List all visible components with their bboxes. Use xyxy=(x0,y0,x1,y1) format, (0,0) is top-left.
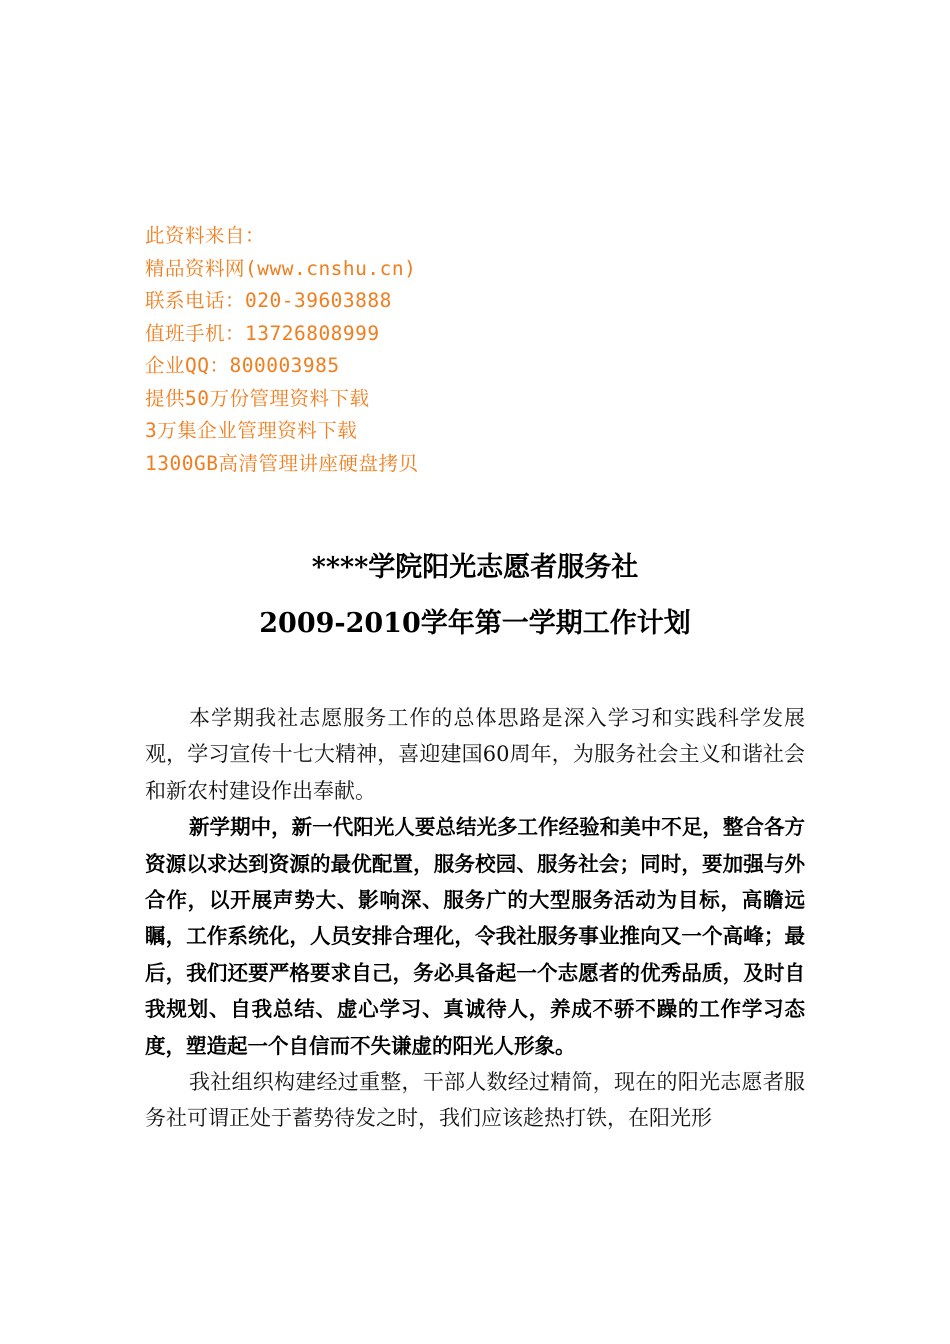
document-body xyxy=(145,700,805,1137)
title-plan: 2009-2010学年第一学期工作计划 xyxy=(259,608,691,639)
paragraph-organization: 我社组织构建经过重整，干部人数经过精简，现在的阳光志愿者服务社可谓正处于蓄势待发之时，我们应该趁热打铁，在阳光形 xyxy=(145,1070,805,1131)
source-mobile: 值班手机：13726808999 xyxy=(145,321,380,345)
paragraph-overview: 本学期我社志愿服务工作的总体思路是深入学习和实践科学发展观，学习宣传十七大精神，喜迎建国60周年，为服务社会主义和谐社会和新农村建设作出奉献。 xyxy=(145,706,805,803)
paragraph-goals: 新学期中，新一代阳光人要总结光多工作经验和美中不足，整合各方资源以求达到资源的最优配置，服务校园、服务社会；同时，要加强与外合作，以开展声势大、影响深、服务广的大型服务活动为目标，高瞻远瞩，工作系统化，人员安排合理化，令我社服务事业推向又一个高峰；最后，我们还要严格要求自己，务必具备起一个志愿者的优秀品质，及时自我规划、自我总结、虚心学习、真诚待人，养成不骄不躁的工作学习态度，塑造起一个自信而不失谦虚的阳光人形象。 xyxy=(145,815,805,1058)
source-qq: 企业QQ：800003985 xyxy=(145,354,340,377)
title-organization: ****学院阳光志愿者服务社 xyxy=(311,552,639,583)
source-offer-1: 提供50万份管理资料下载 xyxy=(145,386,370,410)
source-website: 精品资料网(www.cnshu.cn) xyxy=(145,256,417,280)
document-title xyxy=(0,540,950,652)
source-offer-3: 1300GB高清管理讲座硬盘拷贝 xyxy=(145,451,419,475)
source-offer-2: 3万集企业管理资料下载 xyxy=(145,419,358,442)
source-header: 此资料来自： xyxy=(145,224,266,247)
source-info-block xyxy=(145,220,665,480)
source-phone: 联系电话：020-39603888 xyxy=(145,289,392,312)
